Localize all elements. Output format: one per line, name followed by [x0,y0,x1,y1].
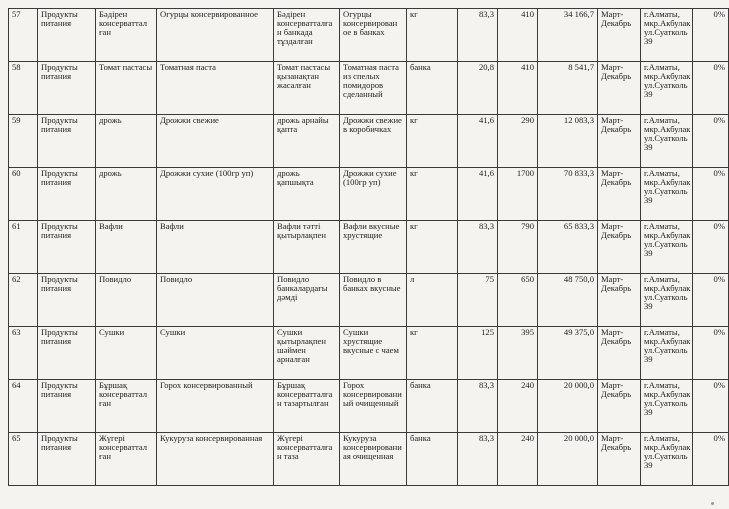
description-kz-cell [274,221,340,274]
unit-cell-text: кг [410,115,418,125]
quantity-cell-text: 83,3 [478,221,494,231]
category-cell [38,9,96,62]
period-cell [598,433,641,486]
delivery-place-cell-text: г.Алматы, мкр.Акбулак ул.Суатколь 39 [644,9,691,47]
advance-percent-cell [693,115,729,168]
procurement-table [8,8,729,486]
unit-cell-text: кг [410,168,418,178]
table-row [9,115,729,168]
description-kz-cell-text: дрожь арнайы қапта [277,115,329,135]
name-ru-cell-text: Огурцы консервированное [160,9,258,19]
price-cell-text: 1700 [516,168,534,178]
name-kz-cell [96,62,157,115]
scan-dot [711,502,714,505]
description-ru-cell-text: Повидло в банках вкусные [343,274,401,294]
name-ru-cell-text: Дрожжи сухие (100гр уп) [160,168,254,178]
table-row [9,62,729,115]
name-ru-cell-text: Томатная паста [160,62,216,72]
price-cell-text: 395 [521,327,534,337]
name-ru-cell-text: Горох консервированный [160,380,253,390]
price-cell [498,433,538,486]
advance-percent-cell-text: 0% [713,168,725,178]
price-cell-text: 410 [521,9,534,19]
description-kz-cell-text: Томат пастасы қызанақтан жасалған [277,62,331,91]
category-cell-text: Продукты питания [41,9,78,29]
description-kz-cell-text: Вафли тәтті қытырлақпен [277,221,326,241]
sum-cell-text: 12 083,3 [563,115,594,125]
table-row [9,327,729,380]
advance-percent-cell [693,221,729,274]
category-cell-text: Продукты питания [41,274,78,294]
name-kz-cell [96,433,157,486]
table-row [9,274,729,327]
category-cell-text: Продукты питания [41,62,78,82]
delivery-place-cell [641,115,693,168]
sum-cell-text: 20 000,0 [563,380,594,390]
name-ru-cell [157,433,274,486]
name-ru-cell [157,380,274,433]
sum-cell-text: 34 166,7 [563,9,594,19]
unit-cell-text: кг [410,221,418,231]
name-kz-cell-text: Сушки [99,327,125,337]
sum-cell-text: 48 750,0 [563,274,594,284]
description-kz-cell-text: Жүгері консерватталға н таза [277,433,333,462]
description-ru-cell-text: Дрожжи свежие в коробичках [343,115,402,135]
category-cell [38,168,96,221]
delivery-place-cell [641,9,693,62]
price-cell-text: 240 [521,380,534,390]
delivery-place-cell-text: г.Алматы, мкр.Акбулак ул.Суатколь 39 [644,168,691,206]
period-cell [598,221,641,274]
period-cell-text: Март-Декабрь [601,9,632,29]
delivery-place-cell-text: г.Алматы, мкр.Акбулак ул.Суатколь 39 [644,221,691,259]
advance-percent-cell [693,433,729,486]
category-cell [38,221,96,274]
description-kz-cell-text: дрожь қапшықта [277,168,314,188]
unit-cell-text: банка [410,433,431,443]
table-row [9,433,729,486]
description-ru-cell-text: Томатная паста из спелых помидоров сделанный [343,62,399,100]
quantity-cell-text: 41,6 [478,168,494,178]
row-number-text: 62 [12,274,21,284]
advance-percent-cell-text: 0% [713,9,725,19]
advance-percent-cell [693,62,729,115]
description-kz-cell [274,274,340,327]
period-cell-text: Март-Декабрь [601,168,632,188]
description-ru-cell-text: Кукуруза консервировани ая очищенная [343,433,402,462]
description-ru-cell [340,327,407,380]
sum-cell [538,433,598,486]
category-cell [38,380,96,433]
period-cell [598,115,641,168]
row-number-text: 61 [12,221,21,231]
table-row [9,168,729,221]
sum-cell [538,168,598,221]
name-kz-cell [96,221,157,274]
row-number-text: 65 [12,433,21,443]
quantity-cell [458,62,498,115]
unit-cell [407,115,458,168]
row-number [9,62,38,115]
name-kz-cell [96,274,157,327]
advance-percent-cell-text: 0% [713,327,725,337]
description-kz-cell [274,433,340,486]
unit-cell [407,168,458,221]
advance-percent-cell [693,274,729,327]
quantity-cell [458,115,498,168]
name-ru-cell [157,9,274,62]
name-kz-cell [96,9,157,62]
row-number-text: 58 [12,62,21,72]
delivery-place-cell [641,221,693,274]
sum-cell [538,62,598,115]
unit-cell [407,327,458,380]
quantity-cell [458,9,498,62]
sum-cell-text: 20 000,0 [563,433,594,443]
advance-percent-cell-text: 0% [713,221,725,231]
category-cell [38,115,96,168]
sum-cell [538,9,598,62]
name-ru-cell [157,221,274,274]
sum-cell-text: 49 375,0 [563,327,594,337]
unit-cell-text: банка [410,62,431,72]
category-cell [38,327,96,380]
quantity-cell-text: 83,3 [478,380,494,390]
price-cell [498,380,538,433]
name-ru-cell [157,62,274,115]
name-ru-cell [157,327,274,380]
quantity-cell-text: 41,6 [478,115,494,125]
description-ru-cell [340,115,407,168]
description-ru-cell [340,221,407,274]
delivery-place-cell [641,62,693,115]
name-ru-cell [157,168,274,221]
description-kz-cell [274,380,340,433]
period-cell [598,380,641,433]
quantity-cell-text: 83,3 [478,9,494,19]
price-cell [498,168,538,221]
advance-percent-cell-text: 0% [713,115,725,125]
advance-percent-cell-text: 0% [713,433,725,443]
row-number [9,9,38,62]
name-kz-cell-text: Повидло [99,274,132,284]
row-number-text: 60 [12,168,21,178]
sum-cell [538,380,598,433]
price-cell [498,9,538,62]
period-cell-text: Март-Декабрь [601,274,632,294]
price-cell-text: 650 [521,274,534,284]
description-ru-cell-text: Сушки хрустящие вкусные с чаем [343,327,399,356]
delivery-place-cell [641,274,693,327]
category-cell-text: Продукты питания [41,115,78,135]
category-cell [38,433,96,486]
quantity-cell [458,221,498,274]
description-ru-cell [340,62,407,115]
delivery-place-cell-text: г.Алматы, мкр.Акбулак ул.Суатколь 39 [644,62,691,100]
advance-percent-cell [693,168,729,221]
unit-cell-text: л [410,274,415,284]
unit-cell-text: кг [410,9,418,19]
sum-cell [538,221,598,274]
name-kz-cell-text: Томат пастасы [99,62,153,72]
quantity-cell-text: 125 [481,327,494,337]
delivery-place-cell [641,168,693,221]
unit-cell [407,9,458,62]
period-cell [598,327,641,380]
period-cell-text: Март-Декабрь [601,380,632,400]
quantity-cell-text: 20,8 [478,62,494,72]
period-cell-text: Март-Декабрь [601,327,632,347]
price-cell-text: 240 [521,433,534,443]
description-kz-cell-text: Бәдірен консерватталға н банкада тұздалған [277,9,333,47]
name-ru-cell-text: Кукуруза консервированная [160,433,263,443]
quantity-cell [458,433,498,486]
quantity-cell [458,274,498,327]
period-cell [598,168,641,221]
name-ru-cell-text: Вафли [160,221,184,231]
quantity-cell [458,168,498,221]
delivery-place-cell-text: г.Алматы, мкр.Акбулак ул.Суатколь 39 [644,327,691,365]
price-cell [498,115,538,168]
unit-cell [407,274,458,327]
name-kz-cell-text: дрожь [99,168,122,178]
quantity-cell [458,327,498,380]
period-cell-text: Март-Декабрь [601,115,632,135]
sum-cell-text: 70 833,3 [563,168,594,178]
table-row [9,380,729,433]
name-ru-cell-text: Повидло [160,274,193,284]
price-cell-text: 790 [521,221,534,231]
unit-cell [407,433,458,486]
category-cell-text: Продукты питания [41,327,78,347]
name-kz-cell-text: Вафли [99,221,123,231]
description-ru-cell [340,380,407,433]
description-kz-cell-text: Сушки қытырлақпен шәймен арналған [277,327,326,365]
row-number [9,433,38,486]
sum-cell-text: 65 833,3 [563,221,594,231]
period-cell [598,62,641,115]
unit-cell-text: кг [410,327,418,337]
advance-percent-cell-text: 0% [713,380,725,390]
name-ru-cell [157,115,274,168]
advance-percent-cell-text: 0% [713,62,725,72]
name-kz-cell [96,380,157,433]
period-cell-text: Март-Декабрь [601,62,632,82]
name-kz-cell [96,168,157,221]
name-kz-cell-text: Бәдірен консерваттал ған [99,9,147,38]
delivery-place-cell-text: г.Алматы, мкр.Акбулак ул.Суатколь 39 [644,433,691,471]
advance-percent-cell [693,9,729,62]
description-ru-cell [340,9,407,62]
price-cell [498,221,538,274]
table-row [9,9,729,62]
category-cell [38,274,96,327]
description-ru-cell-text: Горох консервировани ый очищенный [343,380,402,409]
description-ru-cell-text: Огурцы консервирован ое в банках [343,9,398,38]
unit-cell [407,62,458,115]
unit-cell-text: банка [410,380,431,390]
period-cell [598,9,641,62]
description-kz-cell [274,115,340,168]
delivery-place-cell-text: г.Алматы, мкр.Акбулак ул.Суатколь 39 [644,274,691,312]
unit-cell [407,221,458,274]
description-ru-cell [340,168,407,221]
description-ru-cell-text: Вафли вкусные хрустящие [343,221,400,241]
unit-cell [407,380,458,433]
name-kz-cell-text: Жүгері консерваттал ған [99,433,147,462]
name-ru-cell-text: Дрожжи свежие [160,115,219,125]
description-kz-cell [274,9,340,62]
row-number [9,168,38,221]
description-ru-cell [340,274,407,327]
description-kz-cell-text: Повидло банкалардағы дәмді [277,274,328,303]
description-ru-cell-text: Дрожжи сухие (100гр уп) [343,168,397,188]
name-ru-cell [157,274,274,327]
delivery-place-cell [641,380,693,433]
row-number-text: 64 [12,380,21,390]
description-kz-cell-text: Бұршақ консерватталға н тазартылған [277,380,333,409]
advance-percent-cell [693,327,729,380]
sum-cell [538,115,598,168]
row-number-text: 59 [12,115,21,125]
category-cell-text: Продукты питания [41,380,78,400]
sum-cell [538,327,598,380]
delivery-place-cell [641,433,693,486]
quantity-cell-text: 75 [485,274,494,284]
quantity-cell [458,380,498,433]
delivery-place-cell-text: г.Алматы, мкр.Акбулак ул.Суатколь 39 [644,380,691,418]
price-cell-text: 410 [521,62,534,72]
advance-percent-cell [693,380,729,433]
row-number-text: 63 [12,327,21,337]
row-number [9,274,38,327]
sum-cell [538,274,598,327]
row-number-text: 57 [12,9,21,19]
name-kz-cell [96,115,157,168]
category-cell [38,62,96,115]
period-cell-text: Март-Декабрь [601,433,632,453]
advance-percent-cell-text: 0% [713,274,725,284]
category-cell-text: Продукты питания [41,221,78,241]
price-cell [498,62,538,115]
price-cell [498,274,538,327]
category-cell-text: Продукты питания [41,168,78,188]
description-kz-cell [274,168,340,221]
period-cell [598,274,641,327]
name-kz-cell-text: дрожь [99,115,122,125]
period-cell-text: Март-Декабрь [601,221,632,241]
price-cell [498,327,538,380]
description-kz-cell [274,327,340,380]
row-number [9,327,38,380]
row-number [9,221,38,274]
description-ru-cell [340,433,407,486]
row-number [9,115,38,168]
delivery-place-cell [641,327,693,380]
quantity-cell-text: 83,3 [478,433,494,443]
sum-cell-text: 8 541,7 [568,62,594,72]
table-row [9,221,729,274]
price-cell-text: 290 [521,115,534,125]
description-kz-cell [274,62,340,115]
name-kz-cell [96,327,157,380]
delivery-place-cell-text: г.Алматы, мкр.Акбулак ул.Суатколь 39 [644,115,691,153]
row-number [9,380,38,433]
category-cell-text: Продукты питания [41,433,78,453]
name-ru-cell-text: Сушки [160,327,186,337]
name-kz-cell-text: Бұршақ консерваттал ған [99,380,147,409]
